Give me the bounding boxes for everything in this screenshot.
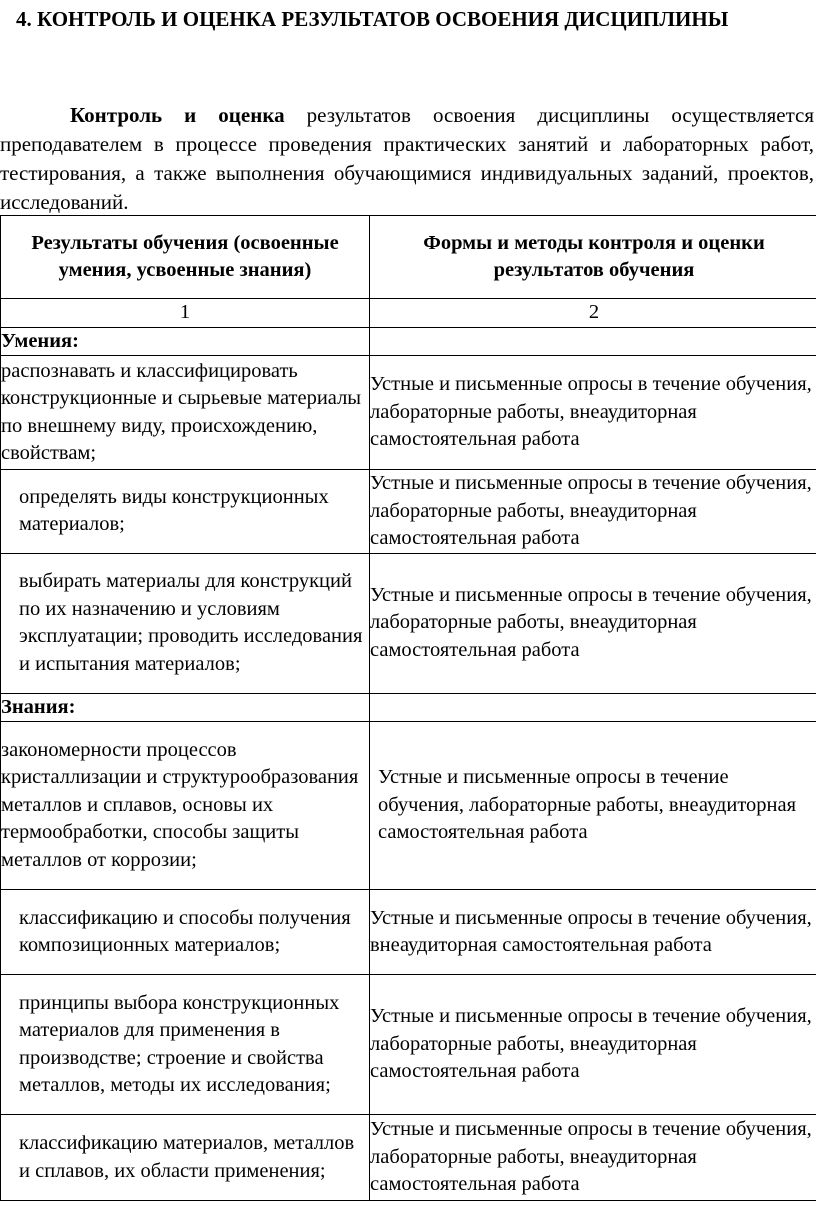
knowledge-section-row — [1, 693, 816, 722]
knowledge-method: Устные и письменные опросы в течение обучения, лабораторные работы, внеаудиторная самостоятельная работа — [370, 722, 816, 890]
intro-paragraph — [0, 101, 814, 217]
table-header-row — [1, 216, 816, 299]
header-methods: Формы и методы контроля и оценки результатов обучения — [370, 216, 816, 299]
skill-method: Устные и письменные опросы в течение обучения, лабораторные работы, внеаудиторная самостоятельная работа — [370, 356, 816, 470]
table-row — [1, 356, 816, 470]
table-row — [1, 890, 816, 975]
section-heading: 4. КОНТРОЛЬ И ОЦЕНКА РЕЗУЛЬТАТОВ ОСВОЕНИЯ ДИСЦИПЛИНЫ — [16, 7, 729, 31]
skills-section-row — [1, 327, 816, 356]
knowledge-method: Устные и письменные опросы в течение обучения, лабораторные работы, внеаудиторная самостоятельная работа — [370, 975, 816, 1115]
empty-cell — [370, 327, 816, 356]
knowledge-result: классификацию материалов, металлов и сплавов, их области применения; — [1, 1115, 370, 1201]
column-number-2: 2 — [370, 299, 816, 328]
skill-result: распознавать и классифицировать конструкционные и сырьевые материалы по внешнему виду, происхождению, свойствам; — [1, 356, 370, 470]
empty-cell — [370, 693, 816, 722]
table-row — [1, 722, 816, 890]
header-results: Результаты обучения (освоенные умения, усвоенные знания) — [1, 216, 370, 299]
knowledge-method: Устные и письменные опросы в течение обучения, лабораторные работы, внеаудиторная самостоятельная работа — [370, 1115, 816, 1201]
knowledge-result: принципы выбора конструкционных материалов для применения в производстве; строение и свойства металлов, методы их исследования; — [1, 975, 370, 1115]
knowledge-method: Устные и письменные опросы в течение обучения, внеаудиторная самостоятельная работа — [370, 890, 816, 975]
knowledge-result: закономерности процессов кристаллизации и структурообразования металлов и сплавов, основы их термообработки, способы защиты металлов от коррозии; — [1, 722, 370, 890]
table-row — [1, 1115, 816, 1201]
skill-method: Устные и письменные опросы в течение обучения, лабораторные работы, внеаудиторная самостоятельная работа — [370, 553, 816, 693]
table-row — [1, 470, 816, 554]
knowledge-result: классификацию и способы получения композиционных материалов; — [1, 890, 370, 975]
column-number-1: 1 — [1, 299, 370, 328]
column-number-row — [1, 299, 816, 328]
assessment-table — [0, 215, 816, 1201]
skills-title: Умения: — [1, 327, 370, 356]
skill-method: Устные и письменные опросы в течение обучения, лабораторные работы, внеаудиторная самостоятельная работа — [370, 470, 816, 554]
table-row — [1, 553, 816, 693]
intro-text: результатов освоения дисциплины осуществляется преподавателем в процессе проведения практических занятий и лабораторных работ, тестирования, а также выполнения обучающимися индивидуальных заданий, проектов, исследований. — [0, 103, 814, 214]
skill-result: определять виды конструкционных материалов; — [1, 470, 370, 554]
intro-lead: Контроль и оценка — [70, 103, 285, 127]
table-row — [1, 975, 816, 1115]
skill-result: выбирать материалы для конструкций по их назначению и условиям эксплуатации; проводить исследования и испытания материалов; — [1, 553, 370, 693]
knowledge-title: Знания: — [1, 693, 370, 722]
